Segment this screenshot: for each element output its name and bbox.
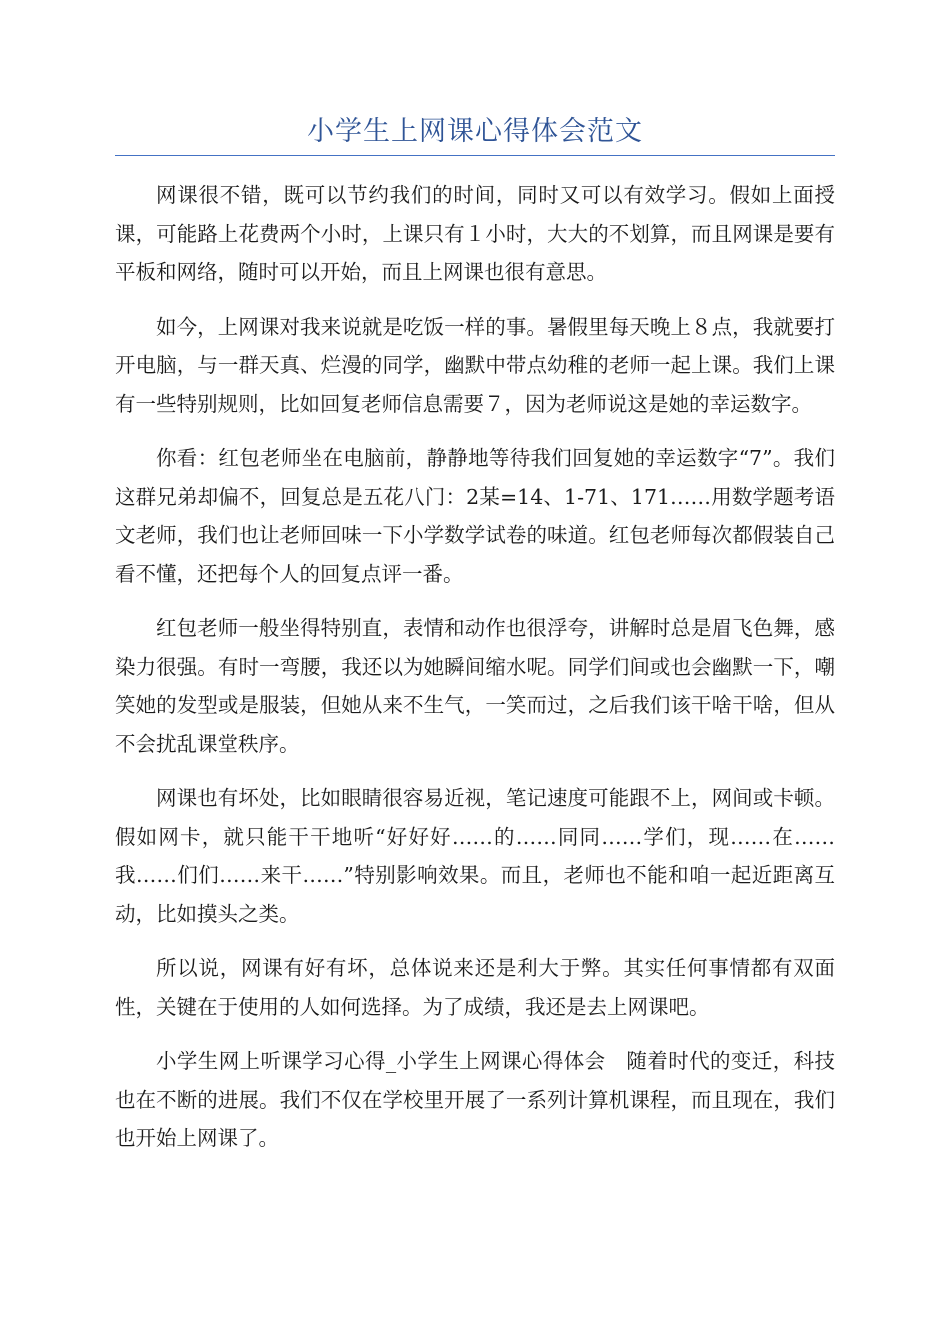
paragraph-7: 小学生网上听课学习心得_小学生上网课心得体会 随着时代的变迁，科技也在不断的进展。我们不仅在学校里开展了一系列计算机课程，而且现在，我们也开始上网课了。 [115,1049,835,1150]
paragraph-6: 所以说，网课有好有坏，总体说来还是利大于弊。其实任何事情都有双面性，关键在于使用的人如何选择。为了成绩，我还是去上网课吧。 [115,956,835,1019]
paragraph-4: 红包老师一般坐得特别直，表情和动作也很浮夸，讲解时总是眉飞色舞，感染力很强。有时一弯腰，我还以为她瞬间缩水呢。同学们间或也会幽默一下，嘲笑她的发型或是服装，但她从来不生气，一笑而过，之后我们该干啥干啥，但从不会扰乱课堂秩序。 [115,616,835,756]
paragraph-1: 网课很不错，既可以节约我们的时间，同时又可以有效学习。假如上面授课，可能路上花费两个小时，上课只有１小时，大大的不划算，而且网课是要有平板和网络，随时可以开始，而且上网课也很有意思。 [115,183,835,284]
document-title: 小学生上网课心得体会范文 [307,116,643,147]
document-body [115,176,835,1174]
paragraph-2: 如今，上网课对我来说就是吃饭一样的事。暑假里每天晚上８点，我就要打开电脑，与一群天真、烂漫的同学，幽默中带点幼稚的老师一起上课。我们上课有一些特别规则，比如回复老师信息需要７，因为老师说这是她的幸运数字。 [115,314,835,416]
paragraph-5: 网课也有坏处，比如眼睛很容易近视，笔记速度可能跟不上，网间或卡顿。假如网卡，就只能干干地听“好好好……的……同同……学们，现……在……我……们们……来干……”特别影响效果。而且，老师也不能和咱一起近距离互动，比如摸头之类。 [115,786,835,926]
paragraph-3: 你看：红包老师坐在电脑前，静静地等待我们回复她的幸运数字“7”。我们这群兄弟却偏不，回复总是五花八门：2某=14、1-71、171……用数学题考语文老师，我们也让老师回味一下小学数学试卷的味道。红包老师每次都假装自己看不懂，还把每个人的回复点评一番。 [115,446,835,586]
title-underline [115,155,835,156]
